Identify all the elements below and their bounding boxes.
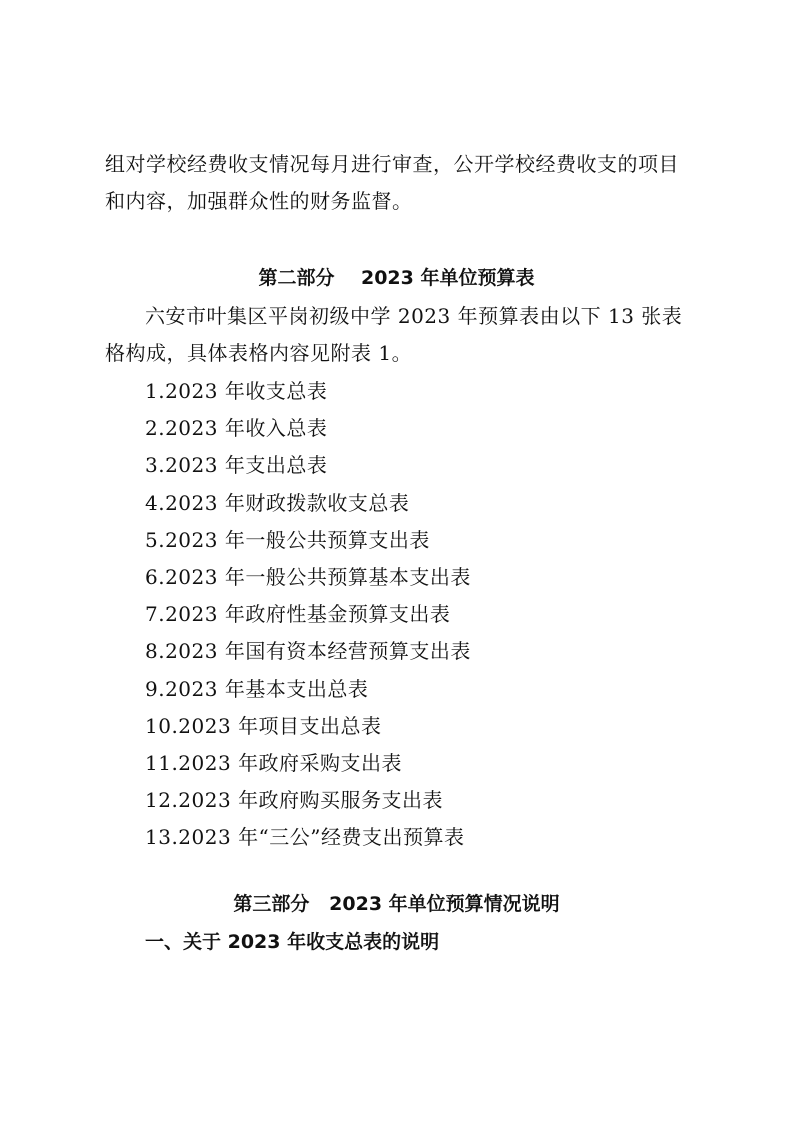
part2-heading: 第二部分 2023 年单位预算表 — [258, 267, 535, 289]
list-item: 3.2023 年支出总表 — [145, 453, 328, 478]
list-item: 8.2023 年国有资本经营预算支出表 — [145, 639, 471, 664]
list-item: 10.2023 年项目支出总表 — [145, 713, 382, 738]
section1-title: 一、关于 2023 年收支总表的说明 — [145, 931, 440, 953]
list-item: 7.2023 年政府性基金预算支出表 — [145, 602, 451, 627]
list-item: 5.2023 年一般公共预算支出表 — [145, 527, 430, 552]
list-item: 1.2023 年收支总表 — [145, 379, 328, 403]
list-item: 6.2023 年一般公共预算基本支出表 — [145, 565, 471, 590]
list-item: 2.2023 年收入总表 — [145, 416, 328, 441]
part3-heading: 第三部分 2023 年单位预算情况说明 — [233, 893, 560, 915]
list-item: 12.2023 年政府购买服务支出表 — [145, 788, 444, 813]
list-item: 11.2023 年政府采购支出表 — [145, 751, 403, 776]
list-item: 13.2023 年“三公”经费支出预算表 — [145, 825, 465, 850]
list-item: 4.2023 年财政拨款收支总表 — [145, 490, 410, 515]
budget-table-list — [145, 373, 471, 857]
intro-paragraph: 组对学校经费收支情况每月进行审查，公开学校经费收支的项目和内容，加强群众性的财务监督。 — [105, 152, 679, 213]
list-item: 9.2023 年基本支出总表 — [145, 676, 369, 701]
part2-description: 六安市叶集区平岗初级中学 2023 年预算表由以下 13 张表格构成，具体表格内容见附表 1。 — [105, 304, 683, 365]
